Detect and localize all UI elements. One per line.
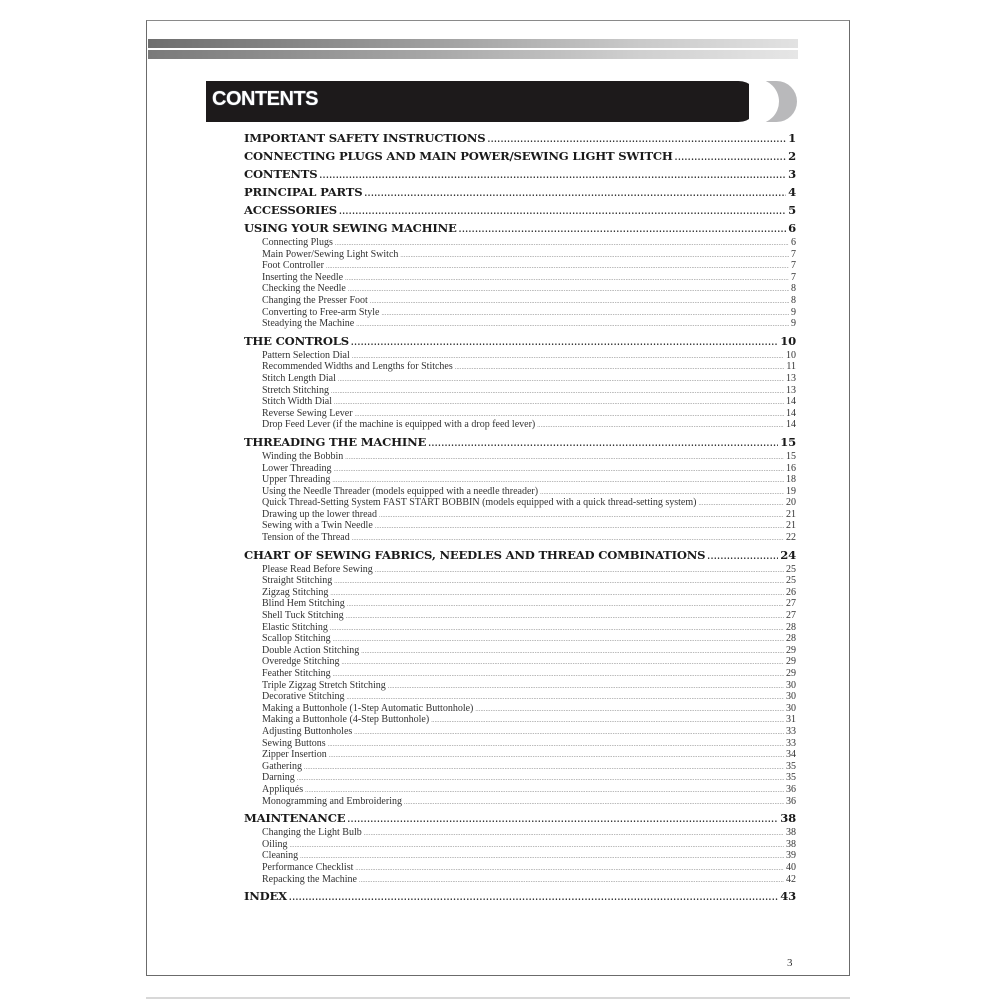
subsection-page-number: 20 (786, 497, 796, 509)
subsection-title: Zigzag Stitching (262, 586, 329, 598)
subsection-title: Oiling (262, 838, 288, 850)
dot-leader (330, 624, 784, 636)
subsection-page-number: 21 (786, 508, 796, 520)
toc-subsection-entry[interactable] (244, 260, 796, 272)
section-page-number: 43 (780, 889, 796, 904)
dot-leader (290, 841, 784, 853)
subsection-page-number: 9 (791, 318, 796, 330)
subsection-title: Sewing with a Twin Needle (262, 520, 373, 532)
subsection-title: Lower Threading (262, 462, 332, 474)
page-number: 3 (787, 957, 793, 969)
subsection-title: Foot Controller (262, 260, 324, 272)
dot-leader (289, 888, 778, 906)
subsection-page-number: 26 (786, 586, 796, 598)
section-title: CONNECTING PLUGS AND MAIN POWER/SEWING LIGHT SWITCH (244, 149, 673, 163)
dot-leader (487, 130, 786, 148)
toc-section-entry[interactable] (244, 165, 796, 183)
subsection-page-number: 35 (786, 760, 796, 772)
dot-leader (339, 202, 786, 220)
toc-subsection-entry[interactable] (244, 419, 796, 431)
dot-leader (304, 763, 784, 775)
dot-leader (326, 262, 789, 274)
toc-section-entry[interactable] (244, 201, 796, 219)
subsection-page-number: 21 (786, 520, 796, 532)
toc-subsection-entry[interactable] (244, 714, 796, 726)
toc-subsection-entry[interactable] (244, 237, 796, 249)
toc-section-entry[interactable] (244, 219, 796, 237)
section-title: THE CONTROLS (244, 333, 349, 348)
dot-leader (375, 566, 784, 578)
toc-subsection-entry[interactable] (244, 283, 796, 295)
subsection-page-number: 14 (786, 396, 796, 408)
toc-subsection-entry[interactable] (244, 691, 796, 703)
dot-leader (428, 434, 778, 452)
dot-leader (375, 522, 784, 534)
dot-leader (333, 635, 784, 647)
subsection-title: Sewing Buttons (262, 737, 326, 749)
dot-leader (348, 285, 789, 297)
toc-subsection-entry[interactable] (244, 532, 796, 544)
table-of-contents (244, 129, 796, 905)
dot-leader (388, 682, 784, 694)
subsection-title: Straight Stitching (262, 575, 333, 587)
toc-subsection-entry[interactable] (244, 307, 796, 319)
dot-leader (346, 612, 784, 624)
subsection-title: Darning (262, 772, 295, 784)
subsection-title: Scallop Stitching (262, 633, 331, 645)
dot-leader (334, 398, 784, 410)
manual-page (146, 20, 850, 976)
subsection-page-number: 30 (786, 691, 796, 703)
subsection-title: Upper Threading (262, 474, 331, 486)
dot-leader (333, 670, 784, 682)
section-title: THREADING THE MACHINE (244, 434, 427, 449)
subsection-page-number: 13 (786, 384, 796, 396)
toc-subsection-entry[interactable] (244, 633, 796, 645)
section-title: ACCESSORIES (244, 203, 337, 217)
subsection-page-number: 11 (786, 361, 796, 373)
page-title: CONTENTS (212, 88, 318, 110)
subsection-page-number: 14 (786, 419, 796, 431)
subsection-title: Recommended Widths and Lengths for Stitches (262, 361, 453, 373)
subsection-title: Changing the Presser Foot (262, 294, 368, 306)
toc-subsection-entry[interactable] (244, 249, 796, 261)
dot-leader (475, 705, 784, 717)
section-page-number: 5 (788, 203, 796, 217)
toc-subsection-entry[interactable] (244, 385, 796, 397)
subsection-page-number: 36 (786, 795, 796, 807)
toc-subsection-entry[interactable] (244, 451, 796, 463)
next-page-edge (146, 997, 850, 999)
section-title: MAINTENANCE (244, 811, 346, 826)
dot-leader (330, 589, 784, 601)
subsection-title: Repacking the Machine (262, 873, 357, 885)
section-title: CONTENTS (244, 167, 318, 181)
toc-subsection-entry[interactable] (244, 272, 796, 284)
subsection-title: Connecting Plugs (262, 237, 333, 248)
subsection-title: Double Action Stitching (262, 644, 360, 656)
subsection-title: Performance Checklist (262, 861, 354, 873)
toc-subsection-entry[interactable] (244, 680, 796, 692)
dot-leader (459, 220, 786, 238)
subsection-title: Pattern Selection Dial (262, 349, 350, 361)
subsection-page-number: 29 (786, 668, 796, 679)
section-page-number: 15 (780, 434, 796, 449)
subsection-page-number: 7 (791, 248, 796, 260)
subsection-page-number: 8 (791, 294, 796, 306)
toc-subsection-entry[interactable] (244, 587, 796, 599)
toc-subsection-entry[interactable] (244, 610, 796, 622)
toc-section-entry[interactable] (244, 129, 796, 147)
section-page-number: 38 (780, 811, 796, 826)
subsection-page-number: 25 (786, 563, 796, 575)
section-page-number: 3 (788, 167, 796, 181)
toc-subsection-entry[interactable] (244, 520, 796, 532)
toc-subsection-entry[interactable] (244, 827, 796, 839)
toc-subsection-entry[interactable] (244, 318, 796, 330)
subsection-page-number: 35 (786, 772, 796, 784)
subsection-page-number: 25 (786, 575, 796, 587)
toc-section-entry[interactable] (244, 147, 796, 165)
dot-leader (381, 309, 789, 321)
toc-subsection-entry[interactable] (244, 850, 796, 862)
toc-subsection-entry[interactable] (244, 463, 796, 475)
toc-subsection-entry[interactable] (244, 656, 796, 668)
subsection-page-number: 7 (791, 260, 796, 272)
dot-leader (329, 751, 784, 763)
subsection-page-number: 31 (786, 714, 796, 726)
dot-leader (370, 297, 789, 309)
subsection-page-number: 33 (786, 725, 796, 737)
section-title: INDEX (244, 889, 287, 904)
subsection-page-number: 29 (786, 656, 796, 668)
header-gradient-bar-top (148, 39, 798, 48)
toc-section-entry[interactable] (244, 887, 796, 905)
toc-subsection-entry[interactable] (244, 726, 796, 738)
dot-leader (351, 333, 778, 351)
subsection-page-number: 38 (786, 838, 796, 850)
dot-leader (345, 274, 789, 286)
subsection-title: Feather Stitching (262, 668, 331, 679)
toc-subsection-entry[interactable] (244, 350, 796, 362)
dot-leader (297, 774, 784, 786)
subsection-title: Gathering (262, 760, 302, 772)
subsection-title: Please Read Before Sewing (262, 563, 373, 575)
subsection-page-number: 39 (786, 850, 796, 862)
subsection-title: Shell Tuck Stitching (262, 610, 344, 622)
toc-subsection-entry[interactable] (244, 474, 796, 486)
section-page-number: 1 (788, 131, 796, 145)
toc-subsection-entry[interactable] (244, 622, 796, 634)
toc-subsection-entry[interactable] (244, 564, 796, 576)
subsection-title: Blind Hem Stitching (262, 598, 345, 610)
subsection-page-number: 28 (786, 621, 796, 633)
dot-leader (338, 375, 784, 387)
dot-leader (341, 658, 784, 670)
toc-subsection-entry[interactable] (244, 361, 796, 373)
subsection-title: Making a Buttonhole (4-Step Buttonhole) (262, 714, 430, 726)
dot-leader (537, 421, 784, 433)
subsection-page-number: 42 (786, 873, 796, 885)
dot-leader (455, 363, 785, 375)
subsection-page-number: 6 (791, 237, 796, 248)
subsection-title: Tension of the Thread (262, 532, 350, 544)
subsection-title: Changing the Light Bulb (262, 827, 362, 839)
subsection-page-number: 30 (786, 702, 796, 714)
subsection-title: Using the Needle Threader (models equipped with a needle threader) (262, 485, 539, 497)
subsection-title: Monogramming and Embroidering (262, 795, 402, 807)
dot-leader (356, 320, 789, 332)
toc-subsection-entry[interactable] (244, 575, 796, 587)
toc-section-entry[interactable] (244, 433, 796, 451)
toc-subsection-entry[interactable] (244, 703, 796, 715)
dot-leader (404, 798, 784, 810)
toc-subsection-entry[interactable] (244, 761, 796, 773)
subsection-title: Cleaning (262, 850, 299, 862)
subsection-page-number: 15 (786, 450, 796, 462)
subsection-page-number: 27 (786, 598, 796, 610)
toc-section-entry[interactable] (244, 546, 796, 564)
subsection-page-number: 38 (786, 827, 796, 839)
subsection-page-number: 27 (786, 610, 796, 622)
subsection-page-number: 36 (786, 783, 796, 795)
toc-subsection-entry[interactable] (244, 645, 796, 657)
section-page-number: 2 (788, 149, 796, 163)
dot-leader (355, 864, 784, 876)
subsection-page-number: 40 (786, 861, 796, 873)
dot-leader (364, 184, 786, 202)
toc-subsection-entry[interactable] (244, 295, 796, 307)
subsection-title: Checking the Needle (262, 283, 346, 295)
subsection-title: Appliqués (262, 783, 304, 795)
subsection-page-number: 8 (791, 283, 796, 295)
subsection-title: Adjusting Buttonholes (262, 725, 353, 737)
dot-leader (334, 577, 784, 589)
toc-subsection-entry[interactable] (244, 408, 796, 420)
toc-subsection-entry[interactable] (244, 497, 796, 509)
section-page-number: 6 (788, 221, 796, 235)
subsection-title: Zipper Insertion (262, 749, 327, 761)
subsection-title: Inserting the Needle (262, 271, 344, 283)
toc-subsection-entry[interactable] (244, 772, 796, 784)
subsection-page-number: 22 (786, 532, 796, 544)
dot-leader (379, 511, 784, 523)
subsection-title: Stitch Length Dial (262, 372, 336, 384)
dot-leader (328, 740, 784, 752)
toc-subsection-entry[interactable] (244, 862, 796, 874)
toc-subsection-entry[interactable] (244, 509, 796, 521)
contents-title-bar (206, 81, 759, 122)
dot-leader (359, 876, 784, 888)
section-page-number: 10 (780, 333, 796, 348)
toc-subsection-entry[interactable] (244, 874, 796, 886)
subsection-title: Decorative Stitching (262, 691, 345, 703)
subsection-page-number: 13 (786, 372, 796, 384)
dot-leader (331, 387, 784, 399)
subsection-page-number: 19 (786, 485, 796, 497)
toc-subsection-entry[interactable] (244, 598, 796, 610)
dot-leader (352, 534, 784, 546)
dot-leader (698, 499, 784, 511)
subsection-title: Elastic Stitching (262, 621, 328, 633)
dot-leader (400, 251, 789, 263)
section-page-number: 24 (780, 547, 796, 562)
subsection-page-number: 7 (791, 271, 796, 283)
toc-subsection-entry[interactable] (244, 486, 796, 498)
header-gradient-bar-bottom (148, 50, 798, 59)
subsection-title: Stretch Stitching (262, 384, 329, 396)
toc-subsection-entry[interactable] (244, 784, 796, 796)
dot-leader (431, 716, 784, 728)
dot-leader (707, 547, 778, 565)
toc-subsection-entry[interactable] (244, 373, 796, 385)
toc-subsection-entry[interactable] (244, 839, 796, 851)
section-title: PRINCIPAL PARTS (244, 185, 363, 199)
dot-leader (364, 829, 784, 841)
section-title: USING YOUR SEWING MACHINE (244, 221, 457, 235)
dot-leader (361, 647, 784, 659)
subsection-page-number: 29 (786, 644, 796, 656)
toc-subsection-entry[interactable] (244, 668, 796, 680)
dot-leader (300, 852, 784, 864)
subsection-page-number: 10 (786, 349, 796, 361)
section-title: CHART OF SEWING FABRICS, NEEDLES AND THREAD COMBINATIONS (244, 547, 706, 562)
subsection-title: Steadying the Machine (262, 318, 355, 330)
subsection-title: Quick Thread-Setting System FAST START BOBBIN (models equipped with a quick thread-setting system) (262, 497, 697, 509)
subsection-title: Converting to Free-arm Style (262, 306, 380, 318)
subsection-page-number: 34 (786, 749, 796, 761)
subsection-page-number: 14 (786, 407, 796, 419)
section-title: IMPORTANT SAFETY INSTRUCTIONS (244, 131, 486, 145)
subsection-page-number: 9 (791, 306, 796, 318)
subsection-title: Triple Zigzag Stretch Stitching (262, 679, 386, 691)
section-page-number: 4 (788, 185, 796, 199)
dot-leader (319, 166, 786, 184)
subsection-page-number: 30 (786, 679, 796, 691)
subsection-title: Reverse Sewing Lever (262, 407, 353, 419)
crescent-decoration-icon (749, 81, 797, 122)
subsection-title: Main Power/Sewing Light Switch (262, 248, 399, 260)
dot-leader (347, 600, 784, 612)
toc-section-entry[interactable] (244, 332, 796, 350)
subsection-page-number: 33 (786, 737, 796, 749)
dot-leader (347, 810, 778, 828)
toc-subsection-entry[interactable] (244, 738, 796, 750)
subsection-page-number: 28 (786, 633, 796, 645)
subsection-page-number: 16 (786, 462, 796, 474)
subsection-title: Stitch Width Dial (262, 396, 332, 408)
toc-subsection-entry[interactable] (244, 396, 796, 408)
dot-leader (335, 239, 789, 251)
dot-leader (345, 453, 784, 465)
subsection-title: Overedge Stitching (262, 656, 340, 668)
dot-leader (334, 465, 784, 477)
subsection-title: Making a Buttonhole (1-Step Automatic Buttonhole) (262, 702, 474, 714)
dot-leader (675, 148, 786, 166)
subsection-title: Drawing up the lower thread (262, 508, 377, 520)
subsection-title: Drop Feed Lever (if the machine is equipped with a drop feed lever) (262, 419, 536, 431)
toc-section-entry[interactable] (244, 183, 796, 201)
toc-section-entry[interactable] (244, 809, 796, 827)
subsection-title: Winding the Bobbin (262, 450, 344, 462)
toc-subsection-entry[interactable] (244, 796, 796, 808)
subsection-page-number: 18 (786, 474, 796, 486)
dot-leader (354, 728, 784, 740)
